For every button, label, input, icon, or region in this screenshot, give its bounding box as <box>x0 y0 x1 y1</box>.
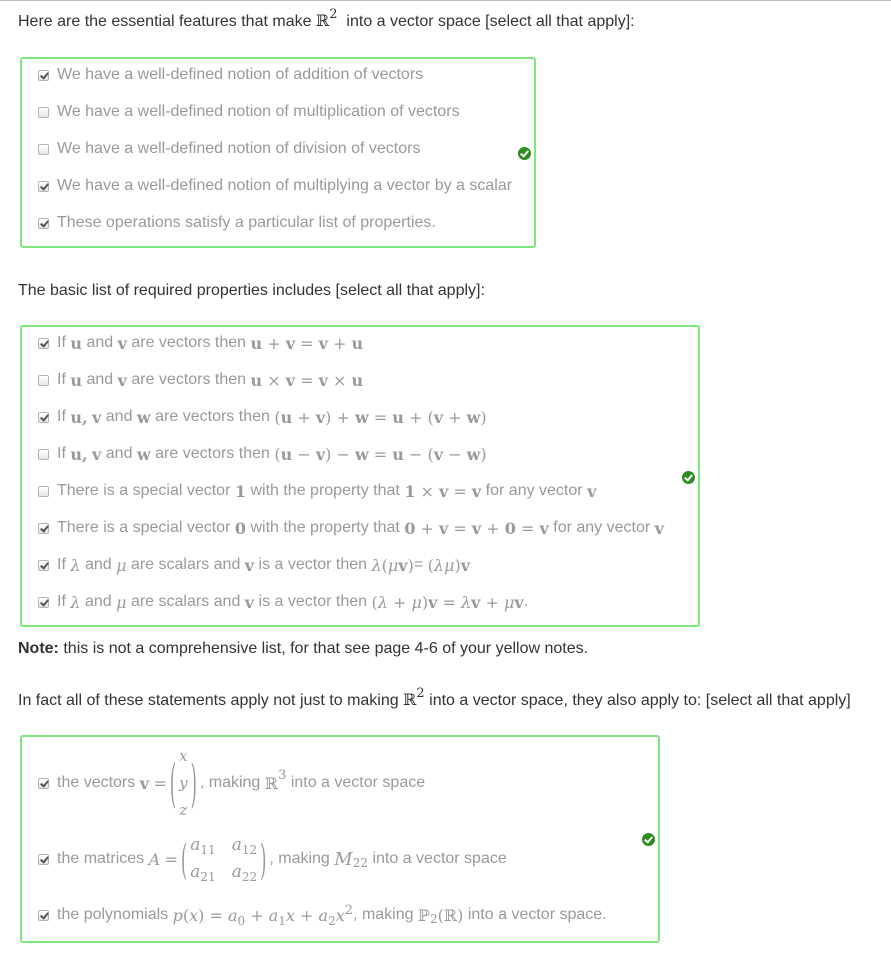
checkbox-icon[interactable] <box>38 181 49 192</box>
checkbox-icon[interactable] <box>38 218 49 229</box>
checkbox-icon[interactable] <box>38 107 49 118</box>
equation: 1 × v = v <box>404 481 482 501</box>
equation: u + v = v + u <box>250 333 364 353</box>
checkbox-icon[interactable] <box>38 144 49 155</box>
checkbox-icon[interactable] <box>38 560 49 571</box>
checkbox-icon[interactable] <box>38 375 49 386</box>
option-subtraction-associativity[interactable]: If u , v and w are vectors then (u − v) − w = u − (v − w) <box>38 444 487 464</box>
option-addition[interactable]: We have a well-defined notion of addition of vectors <box>38 65 423 85</box>
option-properties[interactable]: These operations satisfy a particular list of properties. <box>38 213 436 233</box>
question-1-box <box>20 57 536 248</box>
question-2-box <box>20 325 700 627</box>
checkbox-icon[interactable] <box>38 523 49 534</box>
check-circle-icon <box>642 833 655 846</box>
option-commutativity[interactable]: If u and v are vectors then u + v = v + u <box>38 333 363 353</box>
equation: λ(μv) <box>371 555 414 575</box>
checkbox-icon[interactable] <box>38 338 49 349</box>
equation: (u − v) − w = u − (v − w) <box>274 444 487 464</box>
option-scalar-associativity[interactable]: If λ and μ are scalars and v is a vector then λ(μv) = (λμ)v <box>38 555 470 575</box>
option-cross-commutativity[interactable]: If u and v are vectors then u × v = v × u <box>38 370 363 390</box>
checkbox-icon[interactable] <box>38 854 49 865</box>
top-divider <box>0 0 891 1</box>
checkbox-icon[interactable] <box>38 412 49 423</box>
question-3-prompt: In fact all of these statements apply not just to making ℝ$^2$ into a vector space, they also apply to: [select all that apply] <box>18 686 851 709</box>
option-multiplication[interactable]: We have a well-defined notion of multiplication of vectors <box>38 102 460 122</box>
checkbox-icon[interactable] <box>38 910 49 921</box>
equation: (λ + μ)v = λv + μv <box>371 592 524 612</box>
option-special-vector-zero[interactable]: There is a special vector 0 with the property that 0 + v = v + 0 = v for any vector v <box>38 518 664 538</box>
question-1-prompt: Here are the essential features that make ℝ$^2$ into a vector space [select all that apply]: <box>18 7 635 30</box>
check-circle-icon <box>682 471 695 484</box>
equation: 0 + v = v + 0 = v <box>404 518 549 538</box>
option-polynomials-p2[interactable]: the polynomials $p(x) = a_0 + a_1x + a_2x^2$ , making ℙ 2 (ℝ) into a vector space. <box>38 905 607 925</box>
question-2-prompt: The basic list of required properties includes [select all that apply]: <box>18 282 485 299</box>
equation: (λμ)v <box>427 555 470 575</box>
question-3-box <box>20 735 660 943</box>
column-vector: x y z <box>179 746 188 819</box>
checkbox-icon[interactable] <box>38 70 49 81</box>
polynomial: $p(x) = a_0 + a_1x + a_2x^2$ <box>172 902 354 928</box>
checkbox-icon[interactable] <box>38 486 49 497</box>
checkbox-icon[interactable] <box>38 597 49 608</box>
checkbox-icon[interactable] <box>38 778 49 789</box>
note: Note: this is not a comprehensive list, for that see page 4-6 of your yellow notes. <box>18 640 589 657</box>
option-scalar-multiplication[interactable]: We have a well-defined notion of multiplying a vector by a scalar <box>38 176 512 196</box>
option-scalar-distributivity[interactable]: If λ and μ are scalars and v is a vector then (λ + μ)v = λv + μv . <box>38 592 528 612</box>
equation: u × v = v × u <box>250 370 364 390</box>
option-associativity[interactable]: If u , v and w are vectors then (u + v) + w = u + (v + w) <box>38 407 487 427</box>
option-division[interactable]: We have a well-defined notion of division of vectors <box>38 139 420 159</box>
matrix: $a_{11}$ $a_{12}$ $a_{21}$ $a_{22}$ <box>190 835 258 884</box>
equation: (u + v) + w = u + (v + w) <box>274 407 487 427</box>
option-vectors-r3[interactable]: the vectors v = ( x y z ) , making ℝ 3 into a vector space <box>38 743 425 823</box>
option-special-vector-one[interactable]: There is a special vector 1 with the property that 1 × v = v for any vector v <box>38 481 596 501</box>
option-matrices-m22[interactable]: the matrices A = ( $a_{11}$ $a_{12}$ $a_{21}$ $a_{22}$ ) , making M 22 into a vector space <box>38 831 507 887</box>
check-circle-icon <box>518 147 531 160</box>
checkbox-icon[interactable] <box>38 449 49 460</box>
